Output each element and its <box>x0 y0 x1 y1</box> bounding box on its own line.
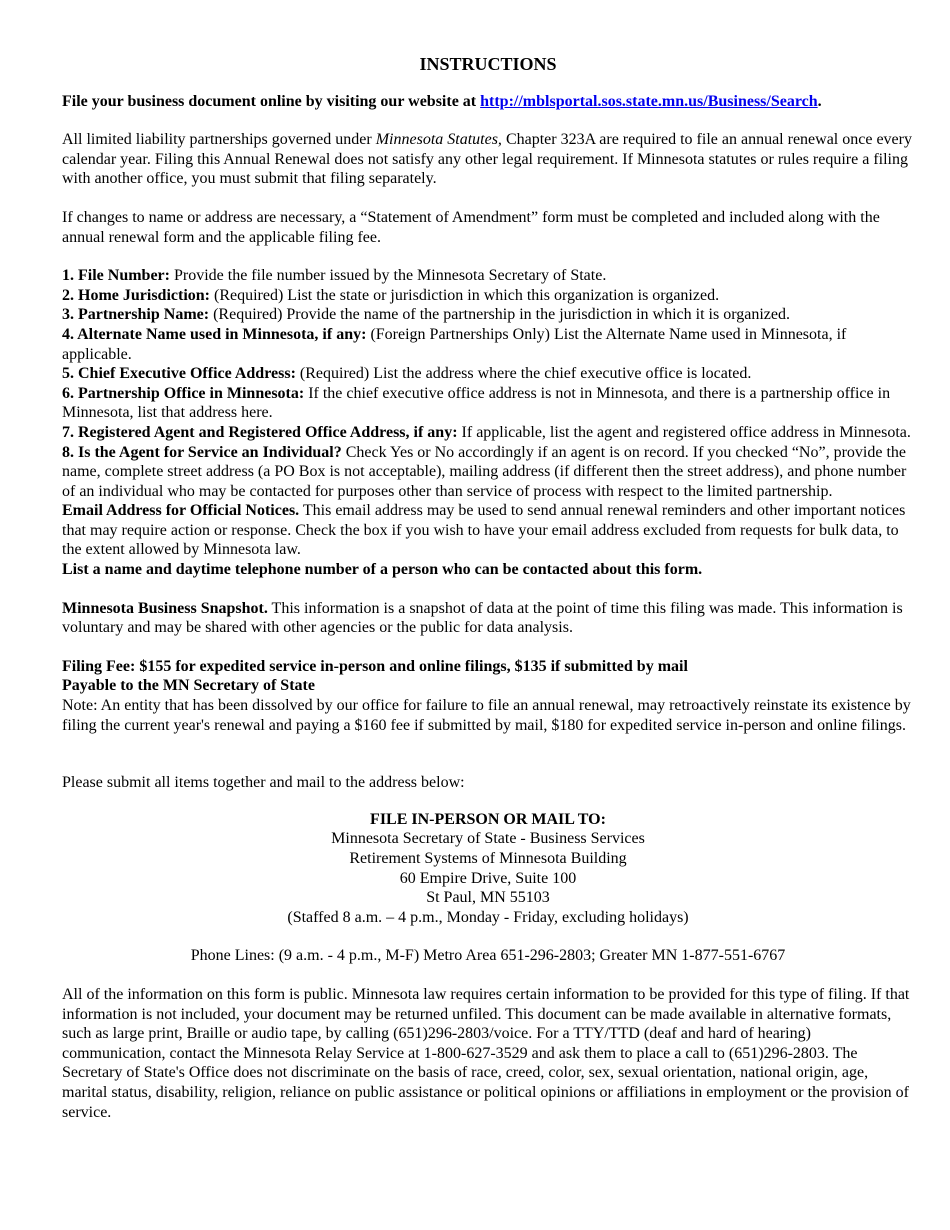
online-filing-line <box>62 92 914 112</box>
item-label: 8. Is the Agent for Service an Individual? <box>62 443 342 461</box>
item-text: Check Yes or No accordingly if an agent is on record. If you checked “No”, provide the name, complete street address (a PO Box is not acceptable), mailing address (if different then the street address), and phone number of an individual who may be contacted for purposes other than service of process with respect to the limited partnership. <box>62 443 907 500</box>
item-label: 2. Home Jurisdiction: <box>62 286 210 304</box>
address-line: 60 Empire Drive, Suite 100 <box>399 869 577 887</box>
item-text: (Required) List the state or jurisdiction in which this organization is organized. <box>210 286 720 304</box>
filing-fee-line: Filing Fee: $155 for expedited service in-person and online filings, $135 if submitted by mail <box>62 657 688 675</box>
contact-line: List a name and daytime telephone number of a person who can be contacted about this form. <box>62 561 703 579</box>
item-label: 6. Partnership Office in Minnesota: <box>62 384 305 402</box>
mailing-address-block <box>62 810 914 928</box>
snapshot-label: Minnesota Business Snapshot. <box>62 599 268 617</box>
list-item <box>62 305 914 325</box>
reinstatement-note: Note: An entity that has been dissolved by our office for failure to file an annual renewal, may retroactively reinstate its existence by filing the current year's renewal and paying a $160 fee if submitted by mail, $180 for expedited service in-person and online filings. <box>62 697 911 734</box>
item-text: (Required) List the address where the chief executive office is located. <box>295 365 752 383</box>
list-item <box>62 286 914 306</box>
intro-paragraph <box>62 130 914 189</box>
item-label: 3. Partnership Name: <box>62 306 210 324</box>
address-line: Retirement Systems of Minnesota Building <box>349 850 627 867</box>
payable-line: Payable to the MN Secretary of State <box>62 677 315 695</box>
list-item <box>62 423 914 443</box>
list-item <box>62 325 914 364</box>
list-item <box>62 266 914 286</box>
item-label: 1. File Number: <box>62 267 170 285</box>
list-item <box>62 384 914 423</box>
item-text: If applicable, list the agent and registered office address in Minnesota. <box>457 423 911 441</box>
item-label: Email Address for Official Notices. <box>62 502 300 520</box>
amendment-paragraph: If changes to name or address are necessary, a “Statement of Amendment” form must be completed and included along with the annual renewal form and the applicable filing fee. <box>62 208 880 246</box>
item-label: 4. Alternate Name used in Minnesota, if any: <box>62 325 367 343</box>
intro-text-1: All limited liability partnerships governed under <box>62 131 376 149</box>
item-label: 5. Chief Executive Office Address: <box>62 365 296 383</box>
item-text: This email address may be used to send annual renewal reminders and other important notices that may require action or response. Check the box if you wish to have your email address excluded from requests for bulk data, to the extent allowed by Minnesota law. <box>62 502 906 559</box>
list-item <box>62 364 914 384</box>
item-text: (Foreign Partnerships Only) List the Alternate Name used in Minnesota, if applicable. <box>62 325 847 363</box>
snapshot-text: This information is a snapshot of data at the point of time this filing was made. This information is voluntary and may be shared with other agencies or the public for data analysis. <box>62 599 903 637</box>
mail-heading: FILE IN-PERSON OR MAIL TO: <box>370 810 606 828</box>
intro-text-2: Chapter 323A are required to file an annual renewal once every calendar year. Filing this Annual Renewal does not satisfy any other legal requirement. If Minnesota statutes or rules require a filing with another office, you must submit that filing separately. <box>62 131 912 188</box>
intro-statute: Minnesota Statutes, <box>375 131 502 149</box>
page-title: INSTRUCTIONS <box>419 54 557 74</box>
item-label: 7. Registered Agent and Registered Office Address, if any: <box>62 423 458 441</box>
item-text: Provide the file number issued by the Minnesota Secretary of State. <box>169 267 607 285</box>
item-text: (Required) Provide the name of the partnership in the jurisdiction in which it is organized. <box>209 306 790 324</box>
business-search-link[interactable]: http://mblsportal.sos.state.mn.us/Business/Search <box>480 92 818 110</box>
snapshot-paragraph <box>62 599 914 638</box>
phone-lines: Phone Lines: (9 a.m. - 4 p.m., M-F) Metro Area 651-296-2803; Greater MN 1-877-551-6767 <box>190 947 786 965</box>
list-item <box>62 443 914 502</box>
list-item <box>62 501 914 560</box>
address-line: St Paul, MN 55103 <box>426 889 550 907</box>
instruction-list <box>62 266 914 580</box>
online-filing-period: . <box>817 92 822 110</box>
submit-instruction: Please submit all items together and mail to the address below: <box>62 774 465 792</box>
office-hours: (Staffed 8 a.m. – 4 p.m., Monday - Friday, excluding holidays) <box>287 908 689 926</box>
public-info-paragraph: All of the information on this form is public. Minnesota law requires certain information to be provided for this type of filing. If that information is not included, your document may be returned unfiled. This document can be made available in alternative formats, such as large print, Braille or audio tape, by calling (651)296-2803/voice. For a TTY/TTD (deaf and hard of hearing) communication, contact the Minnesota Relay Service at 1-800-627-3529 and ask them to place a call to (651)296-2803. The Secretary of State's Office does not discriminate on the basis of race, creed, color, sex, sexual orientation, national origin, age, marital status, disability, religion, reliance on public assistance or political opinions or affiliations in employment or the provision of service. <box>62 985 910 1121</box>
address-line: Minnesota Secretary of State - Business Services <box>331 830 645 848</box>
item-text: If the chief executive office address is not in Minnesota, and there is a partnership office in Minnesota, list that address here. <box>62 384 891 422</box>
online-filing-text: File your business document online by visiting our website at <box>62 92 481 110</box>
